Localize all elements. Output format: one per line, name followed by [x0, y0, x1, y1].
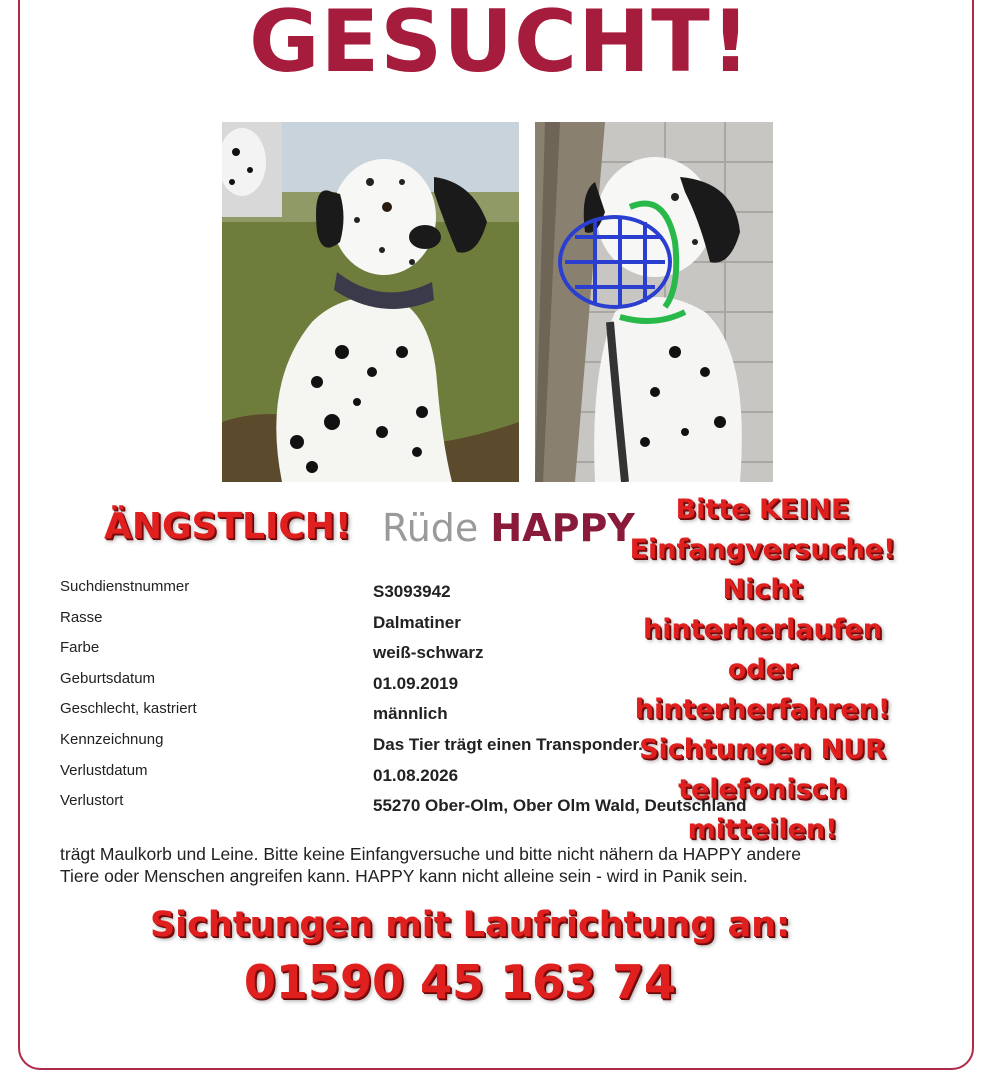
details-row	[60, 700, 620, 731]
dog-name-heading	[382, 506, 635, 550]
details-row	[60, 730, 643, 762]
details-label: Suchdienstnummer	[60, 578, 190, 595]
details-value: S3093942	[373, 582, 451, 601]
details-row	[60, 762, 620, 793]
details-row	[60, 639, 620, 670]
details-label: Geburtsdatum	[60, 669, 156, 687]
details-row	[60, 792, 747, 823]
details-label: Verlustort	[60, 792, 124, 810]
poster-title: GESUCHT!	[248, 0, 752, 92]
details-label: Geschlecht, kastriert	[60, 700, 197, 718]
warning-line: Nicht hinterherlaufen	[642, 574, 883, 645]
warning-line: Sichtungen NUR	[639, 734, 886, 765]
details-value: 01.09.2019	[373, 673, 459, 693]
warning-line: oder hinterherfahren!	[634, 654, 891, 725]
details-label: Rasse	[60, 608, 103, 626]
gender-label: Rüde	[382, 506, 479, 550]
details-table	[60, 578, 747, 823]
dog-name: HAPPY	[490, 506, 635, 550]
details-value: männlich	[373, 704, 448, 724]
details-value: Das Tier trägt einen Transponder.	[373, 734, 643, 754]
details-value: weiß-schwarz	[373, 643, 484, 663]
contact-phone[interactable]: 01590 45 163 74	[243, 955, 677, 1009]
contact-call-to-action: Sichtungen mit Laufrichtung an:	[149, 905, 791, 945]
warning-line: Einfangversuche!	[629, 534, 896, 565]
details-row	[60, 670, 620, 701]
details-row	[60, 578, 620, 609]
details-value: 01.08.2026	[373, 765, 459, 785]
anxious-label: ÄNGSTLICH!	[104, 506, 352, 547]
description	[60, 843, 920, 887]
dog-photo-field	[222, 122, 519, 482]
dog-photo-muzzle	[535, 122, 773, 482]
warning-line: Bitte KEINE	[675, 494, 850, 525]
details-value: Dalmatiner	[373, 612, 461, 632]
description-line: Tiere oder Menschen angreifen kann. HAPPY kann nicht alleine sein - wird in Panik sein.	[60, 866, 748, 886]
details-value: 55270 Ober-Olm, Ober Olm Wald, Deutschland	[373, 796, 747, 816]
details-label: Verlustdatum	[60, 761, 148, 779]
description-line: trägt Maulkorb und Leine. Bitte keine Einfangversuche und bitte nicht nähern da HAPPY andere	[60, 844, 801, 864]
warning-line: telefonisch mitteilen!	[678, 774, 847, 845]
details-label: Kennzeichnung	[60, 730, 164, 748]
details-label: Farbe	[60, 639, 100, 657]
details-row	[60, 609, 620, 640]
